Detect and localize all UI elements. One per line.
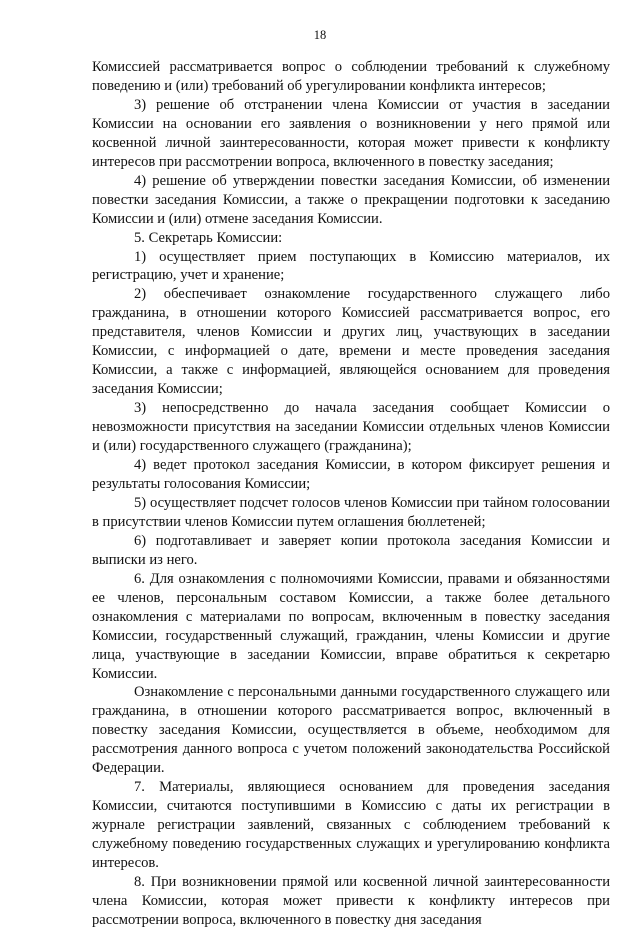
paragraph-decision-3: 3) решение об отстранении члена Комиссии от участия в заседании Комиссии на основании его заявления о возникновении у него прямой или косвенной личной заинтересованности, которая может привести к конфликту интересов при рассмотрении вопроса, включенного в повестку заседания; [92,96,610,170]
paragraph-section-5-heading: 5. Секретарь Комиссии: [134,229,283,246]
paragraph-section-8: 8. При возникновении прямой или косвенной личной заинтересованности члена Комиссии, которая может привести к конфликту интересов при рассмотрении вопроса, включенного в повестку дня заседания [92,873,610,928]
document-body [92,58,610,930]
paragraph-decision-4: 4) решение об утверждении повестки заседания Комиссии, об изменении повестки заседания Комиссии, а также о прекращении подготовки к заседанию Комиссии и (или) отмене заседания Комиссии. [92,172,610,227]
paragraph-secretary-duty-1: 1) осуществляет прием поступающих в Комиссию материалов, их регистрацию, учет и хранение; [92,248,610,284]
paragraph-secretary-duty-3: 3) непосредственно до начала заседания сообщает Комиссии о невозможности присутствия на заседании Комиссии отдельных членов Комиссии и (или) государственного служащего (гражданина); [92,400,610,455]
paragraph-section-7: 7. Материалы, являющиеся основанием для проведения заседания Комиссии, считаются поступившими в Комиссию с даты их регистрации в журнале регистрации заявлений, связанных с соблюдением требований к служебному поведению государственных служащих и урегулированию конфликта интересов. [92,779,610,872]
page-number: 18 [313,28,327,42]
paragraph-secretary-duty-5: 5) осуществляет подсчет голосов членов Комиссии при тайном голосовании в присутствии членов Комиссии путем оглашения бюллетеней; [92,494,610,530]
paragraph-personal-data: Ознакомление с персональными данными государственного служащего или гражданина, в отношении которого рассматривается вопрос, включенный в повестку заседания Комиссии, осуществляется в объеме, необходимом для рассмотрения данного вопроса с учетом положений законодательства Российской Федерации. [92,684,610,777]
paragraph-secretary-duty-4: 4) ведет протокол заседания Комиссии, в котором фиксирует решения и результаты голосования Комиссии; [92,457,610,492]
paragraph-continuation: Комиссией рассматривается вопрос о соблюдении требований к служебному поведению и (или) требований об урегулировании конфликта интересов; [92,59,610,94]
paragraph-secretary-duty-6: 6) подготавливает и заверяет копии протокола заседания Комиссии и выписки из него. [92,532,610,568]
paragraph-section-6: 6. Для ознакомления с полномочиями Комиссии, правами и обязанностями ее членов, персональным составом Комиссии, а также более детального ознакомления с материалами по вопросам, включенным в повестку заседания Комиссии, государственный служащий, гражданин, члены Комиссии и другие лица, участвующие в заседании Комиссии, вправе обратиться к секретарю Комиссии. [92,570,610,682]
paragraph-secretary-duty-2: 2) обеспечивает ознакомление государственного служащего либо гражданина, в отношении которого Комиссией рассматривается вопрос, его представителя, членов Комиссии и других лиц, участвующих в заседании Комиссии, с информацией о дате, времени и месте проведения заседания Комиссии, а также с информацией, являющейся основанием для проведения заседания Комиссии; [92,286,610,398]
